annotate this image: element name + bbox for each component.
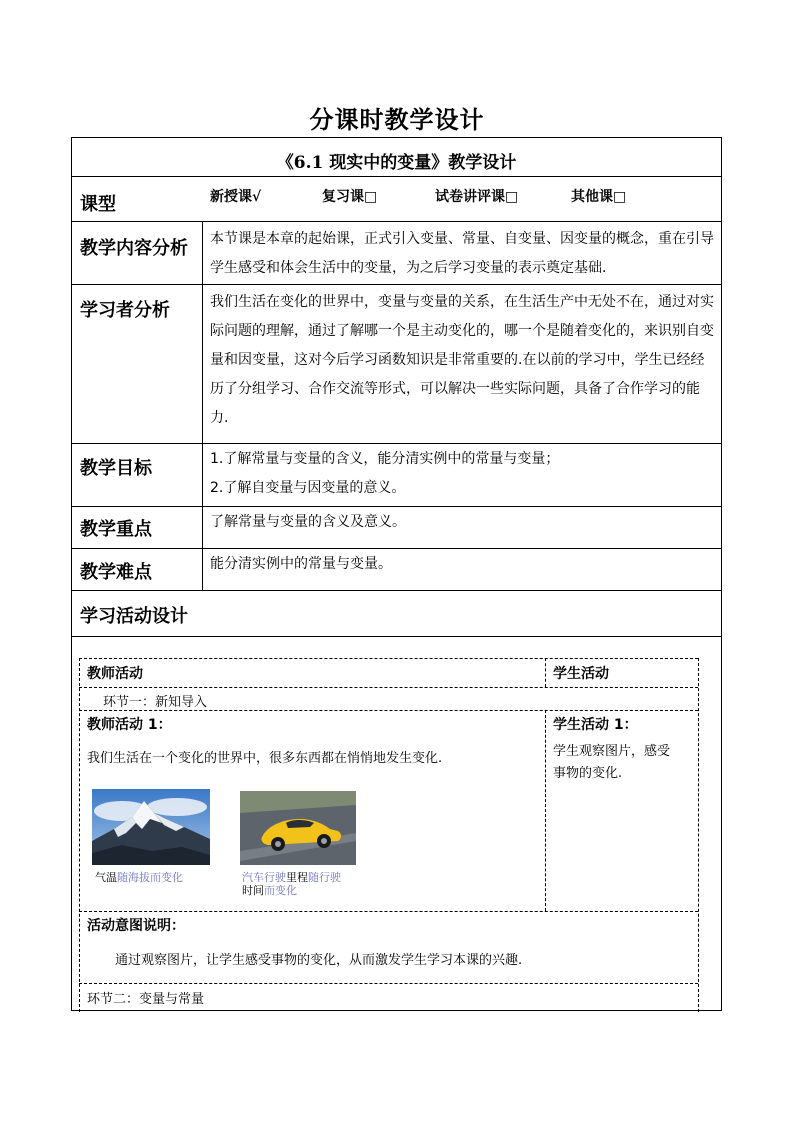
- text-line: 历了分组学习、合作交流等形式，可以解决一些实际问题，具备了合作学习的能: [210, 381, 700, 397]
- activity-design-label: 学习活动设计: [80, 606, 188, 627]
- lesson-design-table: [71, 137, 722, 1011]
- row-divider: [72, 590, 721, 591]
- column-divider: [202, 221, 203, 590]
- row-divider: [72, 443, 721, 444]
- dashed-divider: [79, 658, 80, 1012]
- caption-text: 里程: [286, 871, 308, 884]
- section-two-title: 环节二：变量与常量: [87, 992, 205, 1007]
- text-line: 际问题的理解，通过了解哪一个是主动变化的，哪一个是随着变化的，来识别自变: [210, 323, 714, 339]
- row-divider: [72, 176, 721, 177]
- dashed-divider: [698, 658, 699, 1012]
- objectives-text: [210, 445, 715, 503]
- text-line: 本节课是本章的起始课，正式引入变量、常量、自变量、因变量的概念，重在引导: [210, 231, 714, 247]
- text-line: 量和因变量，这对今后学习函数知识是非常重要的.在以前的学习中，学生已经经: [210, 352, 705, 368]
- learner-analysis-text: [210, 288, 715, 433]
- difficulty-text: 能分清实例中的常量与变量。: [210, 556, 392, 572]
- text-line: 我们生活在变化的世界中，变量与变量的关系，在生活生产中无处不在，通过对实: [210, 294, 714, 310]
- row-divider: [72, 284, 721, 285]
- student-activity-header: 学生活动: [553, 666, 609, 682]
- dashed-divider: [79, 658, 698, 659]
- dashed-divider: [79, 710, 698, 711]
- row-divider: [72, 636, 721, 637]
- row-divider: [72, 221, 721, 222]
- caption-text: 随海拔: [117, 871, 150, 884]
- content-analysis-label: 教学内容分析: [80, 238, 188, 259]
- dashed-divider: [545, 658, 546, 687]
- caption-text: 而变化: [264, 884, 297, 897]
- difficulty-label: 教学难点: [80, 562, 152, 583]
- course-type-label: 课型: [80, 194, 116, 215]
- key-point-text: 了解常量与变量的含义及意义。: [210, 514, 406, 530]
- dashed-divider: [545, 710, 546, 911]
- caption-text: 气温: [95, 871, 117, 884]
- intent-text: 通过观察图片，让学生感受事物的变化，从而激发学生学习本课的兴趣.: [115, 953, 523, 968]
- caption-car: [242, 871, 341, 897]
- course-type-review: 复习课□: [322, 189, 378, 205]
- caption-text: 时间: [242, 884, 264, 897]
- text-line: 事物的变化.: [553, 766, 623, 781]
- mountain-image: [92, 789, 210, 865]
- page-title: 分课时教学设计: [309, 105, 485, 134]
- text-line: 1.了解常量与变量的含义，能分清实例中的常量与变量；: [210, 451, 560, 467]
- student-activity-1-text: [553, 741, 670, 785]
- caption-temperature: [95, 871, 183, 884]
- activity-table: [79, 658, 699, 1012]
- section-one-title: 环节一：新知导入: [103, 695, 208, 710]
- content-analysis-text: [210, 225, 715, 283]
- dashed-divider: [79, 687, 698, 688]
- dashed-divider: [79, 983, 698, 984]
- row-divider: [72, 506, 721, 507]
- course-type-exam-review: 试卷讲评课□: [435, 189, 519, 205]
- teacher-activity-1-text: 我们生活在一个变化的世界中，很多东西都在悄悄地发生变化.: [87, 751, 443, 766]
- text-line: 学生感受和体会生活中的变量，为之后学习变量的表示奠定基础.: [210, 260, 607, 276]
- teacher-activity-header: 教师活动: [87, 666, 143, 682]
- text-line: 2.了解自变量与因变量的意义。: [210, 480, 406, 496]
- caption-text: 随行驶: [308, 871, 341, 884]
- text-line: 力.: [210, 410, 229, 426]
- course-type-other: 其他课□: [571, 189, 627, 205]
- intent-title: 活动意图说明：: [87, 918, 185, 934]
- course-type-new: 新授课√: [210, 189, 262, 205]
- student-activity-1-title: 学生活动 1：: [553, 717, 638, 733]
- lesson-title: 《6.1 现实中的变量》教学设计: [276, 153, 517, 173]
- car-image: [240, 791, 356, 865]
- teacher-activity-1-title: 教师活动 1：: [87, 717, 172, 733]
- caption-text: 而变化: [150, 871, 183, 884]
- dashed-divider: [79, 911, 698, 912]
- key-point-label: 教学重点: [80, 519, 152, 540]
- learner-analysis-label: 学习者分析: [80, 300, 170, 321]
- text-line: 学生观察图片，感受: [553, 744, 671, 759]
- row-divider: [72, 548, 721, 549]
- caption-text: 汽车行驶: [242, 871, 286, 884]
- objectives-label: 教学目标: [80, 458, 152, 479]
